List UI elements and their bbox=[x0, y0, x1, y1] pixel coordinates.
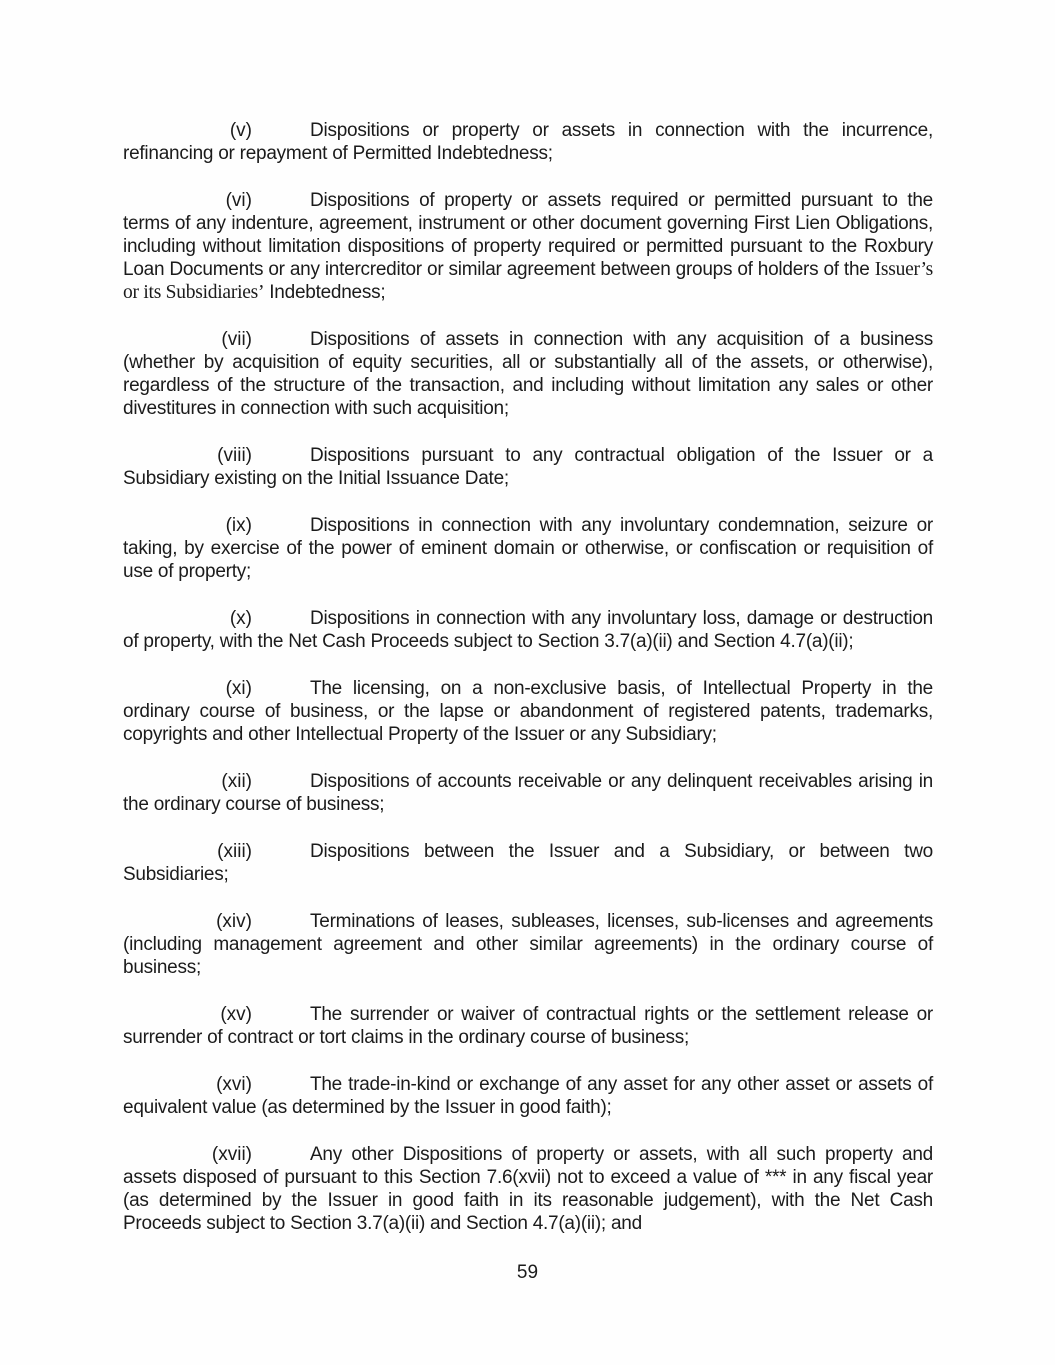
clause-marker: (xvi) bbox=[216, 1074, 252, 1095]
clause-marker: (v) bbox=[229, 120, 252, 141]
clause-v bbox=[123, 119, 933, 165]
clause-xv bbox=[123, 1003, 933, 1049]
clause-xvi bbox=[123, 1073, 933, 1119]
clause-text-serif: Issuer’s or its Subsidiaries’ bbox=[123, 259, 933, 303]
page-number: 59 bbox=[516, 1262, 539, 1283]
clause-text: Dispositions of accounts receivable or any delinquent receivables arising in the ordinary course of business; bbox=[123, 771, 933, 815]
clause-marker: (xv) bbox=[220, 1004, 252, 1025]
clause-ix bbox=[123, 514, 933, 583]
clause-marker: (xii) bbox=[221, 771, 252, 792]
clause-xiii bbox=[123, 840, 933, 886]
clause-text: The trade-in-kind or exchange of any asset for any other asset or assets of equivalent value (as determined by the Issuer in good faith); bbox=[123, 1074, 933, 1118]
clause-text: Dispositions pursuant to any contractual obligation of the Issuer or a Subsidiary existing on the Initial Issuance Date; bbox=[123, 445, 933, 489]
clause-text: The surrender or waiver of contractual rights or the settlement release or surrender of contract or tort claims in the ordinary course of business; bbox=[123, 1004, 933, 1048]
clause-marker: (xiii) bbox=[217, 841, 252, 862]
clause-text: Dispositions of property or assets required or permitted pursuant to the terms of any indenture, agreement, instrument or other document governing First Lien Obligations, including without limitation dispositions of property required or permitted pursuant to the Roxbury Loan Documents or any intercreditor or similar agreement between groups of holders of the bbox=[123, 190, 933, 280]
document-body bbox=[123, 119, 933, 1259]
clause-text: Terminations of leases, subleases, licenses, sub-licenses and agreements (including management agreement and other similar agreements) in the ordinary course of business; bbox=[123, 911, 933, 978]
clause-vi bbox=[123, 189, 933, 304]
clause-text: The licensing, on a non-exclusive basis, of Intellectual Property in the ordinary course of business, or the lapse or abandonment of registered patents, trademarks, copyrights and other Intellectual Property of the Issuer or any Subsidiary; bbox=[123, 678, 933, 745]
clause-vii bbox=[123, 328, 933, 420]
clause-x bbox=[123, 607, 933, 653]
clause-marker: (vi) bbox=[225, 190, 252, 211]
clause-text: Dispositions in connection with any involuntary condemnation, seizure or taking, by exercise of the power of eminent domain or otherwise, or confiscation or requisition of use of property; bbox=[123, 515, 933, 582]
clause-text: Any other Dispositions of property or assets, with all such property and assets disposed of pursuant to this Section 7.6(xvii) not to exceed a value of *** in any fiscal year (as determined by the Issuer in good faith in its reasonable judgement), with the Net Cash Proceeds subject to Section 3.7(a)(ii) and Section 4.7(a)(ii); and bbox=[123, 1144, 933, 1234]
clause-marker: (xiv) bbox=[216, 911, 252, 932]
clause-text: Dispositions of assets in connection with any acquisition of a business (whether by acquisition of equity securities, all or substantially all of the assets, or otherwise), regardless of the structure of the transaction, and including without limitation any sales or other divestitures in connection with such acquisition; bbox=[123, 329, 933, 419]
clause-marker: (xi) bbox=[225, 678, 252, 699]
clause-viii bbox=[123, 444, 933, 490]
clause-xii bbox=[123, 770, 933, 816]
clause-xvii bbox=[123, 1143, 933, 1235]
clause-marker: (viii) bbox=[217, 445, 252, 466]
clause-text-end: Indebtedness; bbox=[269, 282, 386, 303]
clause-marker: (ix) bbox=[225, 515, 252, 536]
clause-marker: (vii) bbox=[221, 329, 252, 350]
clause-xiv bbox=[123, 910, 933, 979]
clause-marker: (x) bbox=[229, 608, 252, 629]
clause-text: Dispositions between the Issuer and a Subsidiary, or between two Subsidiaries; bbox=[123, 841, 933, 885]
clause-xi bbox=[123, 677, 933, 746]
clause-text: Dispositions or property or assets in connection with the incurrence, refinancing or repayment of Permitted Indebtedness; bbox=[123, 120, 933, 164]
clause-text: Dispositions in connection with any involuntary loss, damage or destruction of property, with the Net Cash Proceeds subject to Section 3.7(a)(ii) and Section 4.7(a)(ii); bbox=[123, 608, 933, 652]
clause-marker: (xvii) bbox=[211, 1144, 252, 1165]
